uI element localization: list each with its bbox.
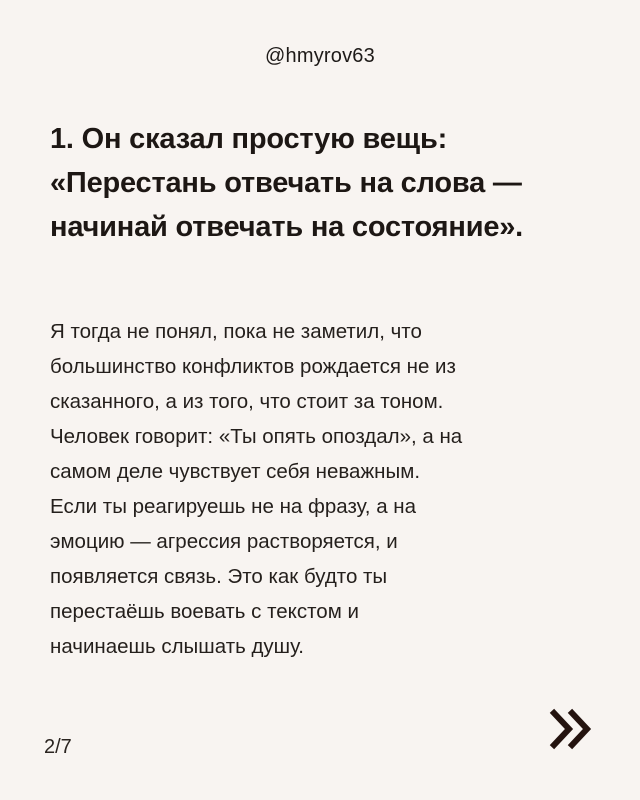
body-line: эмоцию — агрессия растворяется, и: [50, 530, 398, 553]
body-line: большинство конфликтов рождается не из: [50, 355, 456, 378]
title-line: «Перестань отвечать на слова —: [50, 167, 522, 199]
body-line: перестаёшь воевать с текстом и: [50, 600, 359, 623]
body-line: самом деле чувствует себя неважным.: [50, 460, 421, 483]
body-line: появляется связь. Это как будто ты: [50, 565, 388, 588]
page-title: [50, 117, 600, 249]
author-handle: @hmyrov63: [265, 45, 375, 67]
title-line: 1. Он сказал простую вещь:: [50, 123, 448, 155]
body-line: Человек говорит: «Ты опять опоздал», а на: [50, 425, 463, 448]
body-line: начинаешь слышать душу.: [50, 635, 305, 658]
body-paragraph: [50, 314, 590, 664]
title-line: начинай отвечать на состояние».: [50, 211, 524, 243]
body-line: Если ты реагируешь не на фразу, а на: [50, 495, 417, 518]
body-line: Я тогда не понял, пока не заметил, что: [50, 320, 422, 343]
body-line: сказанного, а из того, что стоит за тоном.: [50, 390, 444, 413]
double-chevron-right-icon[interactable]: [548, 705, 596, 753]
page-counter: 2/7: [44, 736, 72, 758]
